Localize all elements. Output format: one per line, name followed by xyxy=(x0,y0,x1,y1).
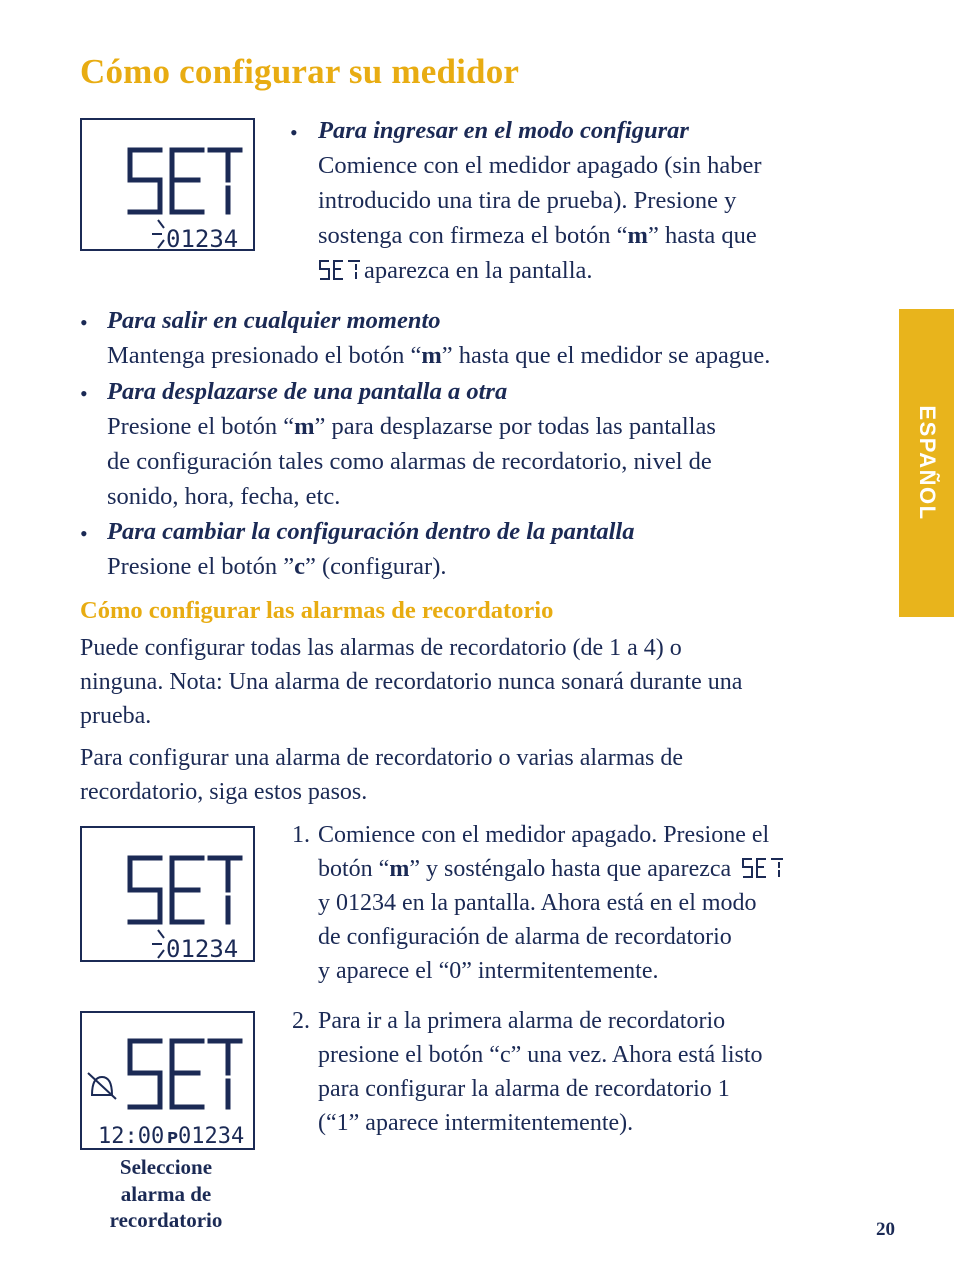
bullet4-line: Presione el botón ”c” (configurar). xyxy=(107,553,447,580)
step2-number: 2. xyxy=(292,1008,310,1034)
step1-block: Comience con el medidor apagado. Presione el botón “m” y sosténgalo hasta que aparezca y 01234 en la pantalla. Ahora está en el modo de configuración de alarma de recordatorio y aparece el “0” intermitentemente. xyxy=(318,818,791,988)
section-heading: Cómo configurar las alarmas de recordatorio xyxy=(80,597,554,624)
lcd-digits: 01234 xyxy=(166,225,239,249)
bullet4-block xyxy=(107,514,634,584)
lcd-set-graphic xyxy=(82,120,253,249)
paragraph-2: Para configurar una alarma de recordatorio o varias alarmas de recordatorio, siga estos pasos. xyxy=(80,745,684,805)
lcd-display-alarm xyxy=(80,1011,255,1150)
bullet2-block xyxy=(107,303,770,373)
page-number: 20 xyxy=(876,1219,895,1240)
bullet2-line: Mantenga presionado el botón “m” hasta que el medidor se apague. xyxy=(107,342,771,369)
bullet1-block xyxy=(318,113,762,288)
bullet-dot: • xyxy=(80,310,88,335)
bullet-dot: • xyxy=(80,381,88,406)
set-glyph-icon xyxy=(737,856,791,880)
lcd-digits: 01234 xyxy=(178,1124,245,1148)
set-glyph-icon xyxy=(318,258,364,282)
lcd-time: 12:00 xyxy=(98,1124,165,1148)
lcd-alarm-graphic xyxy=(82,1013,253,1148)
step2-block: Para ir a la primera alarma de recordatorio presione el botón “c” una vez. Ahora está listo para configurar la alarma de recordatorio 1 (“1” aparece intermitentemente). xyxy=(318,1008,763,1136)
lcd-display-set-2 xyxy=(80,826,255,962)
bullet1-title: Para ingresar en el modo configurar xyxy=(318,117,689,144)
bullet4-title: Para cambiar la configuración dentro de la pantalla xyxy=(107,518,635,545)
lcd-display-set xyxy=(80,118,255,251)
step1-number: 1. xyxy=(292,822,310,848)
bullet1-line3: sostenga con firmeza el botón “m” hasta que xyxy=(318,222,757,249)
bullet1-line4: aparezca en la pantalla. xyxy=(318,253,762,288)
figure-caption: Seleccione alarma de recordatorio xyxy=(109,1155,223,1232)
bullet1-line1: Comience con el medidor apagado (sin haber xyxy=(318,152,762,179)
paragraph-1: Puede configurar todas las alarmas de recordatorio (de 1 a 4) o ninguna. Nota: Una alarma de recordatorio nunca sonará durante una prueba. xyxy=(80,635,743,729)
bullet-dot: • xyxy=(80,521,88,546)
lcd-digits: 01234 xyxy=(166,935,239,960)
bullet3-line1: Presione el botón “m” para desplazarse por todas las pantallas xyxy=(107,413,716,440)
lcd-set-graphic xyxy=(82,828,253,960)
bullet3-line2: de configuración tales como alarmas de recordatorio, nivel de xyxy=(107,448,712,475)
bullet3-line3: sonido, hora, fecha, etc. xyxy=(107,483,341,510)
bullet2-title: Para salir en cualquier momento xyxy=(107,307,441,334)
bullet1-line2: introducido una tira de prueba). Presione y xyxy=(318,187,737,214)
page-title: Cómo configurar su medidor xyxy=(80,52,520,91)
bullet-dot: • xyxy=(290,120,298,145)
language-side-tab: ESPAÑOL xyxy=(899,309,954,617)
lcd-pm: P xyxy=(167,1129,178,1147)
bullet3-title: Para desplazarse de una pantalla a otra xyxy=(107,378,508,405)
bullet3-block xyxy=(107,374,716,514)
alarm-bell-icon xyxy=(88,1073,116,1099)
